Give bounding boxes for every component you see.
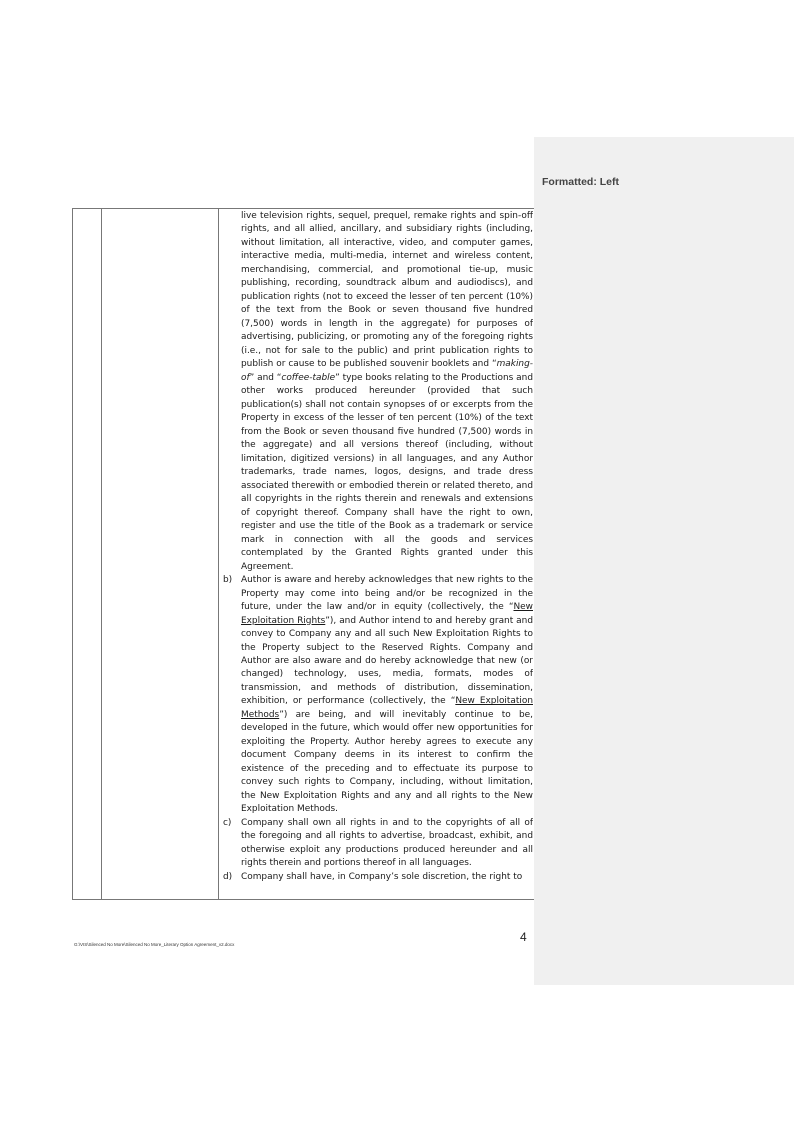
italic-term-making-of: making-of [241,359,533,383]
defined-term-new-exploitation-methods: New Exploitation Methods [241,696,533,720]
clause-item-b [219,574,533,817]
list-marker: b) [223,575,233,586]
comment-pane-background [534,137,794,985]
text-run: ” type books relating to the Productions and other works produced hereunder (provided that such publication(s) shall not contain synopses of or excerpts from the Property in excess of the lesser of ten percent (10%) of the text from the Book or seven thousand five hundred (7,500) words in the aggregate) and all versions thereof (including, without limitation, digitized versions) in all languages, and any Author trademarks, trade names, logos, designs, and trade dress associated therewith or embodied therein or related thereto, and all copyrights in the rights therein and renewals and extensions of copyright thereof. Company shall have the right to own, register and use the title of the Book as a trademark or service mark in connection with all the goods and services contemplated by the Granted Rights granted under this Agreement. [241,372,533,572]
list-marker: c) [223,817,232,828]
table-column-divider [101,209,102,899]
rights-continuation-paragraph [219,210,533,574]
comment-formatting-note[interactable]: Formatted: Left [542,176,619,188]
text-run: ”), and Author intend to and hereby grant and convey to Company any and all such New Exploitation Rights to the Property subject to the Reserved Rights. Company and Author are also aware and do hereby acknowledge that new (or changed) technology, uses, media, formats, modes of transmission, and methods of distribution, dissemination, exhibition, or performance (collectively, the “ [241,615,533,707]
text-run: Company shall own all rights in and to the copyrights of all of the foregoing and all rights to advertise, broadcast, exhibit, and otherwise exploit any productions produced hereunder and all rights therein and portions thereof in all languages. [241,817,533,869]
text-run: Company shall have, in Company’s sole discretion, the right to [241,871,523,882]
text-run: ”) are being, and will inevitably continue to be, developed in the future, which would offer new opportunities for exploiting the Property. Author hereby agrees to execute any document Company deems in its interest to confirm the existence of the preceding and to effectuate its purpose to convey such rights to Company, including, without limitation, the New Exploitation Rights and any and all rights to the New Exploitation Methods. [241,709,533,815]
list-marker: d) [223,871,233,882]
footer-file-path: G:\VIS\Silenced No More\Silenced No More_Literary Option Agreement_v2.docx [74,942,235,947]
clause-item-d [219,871,533,884]
italic-term-coffee-table: coffee-table [281,372,336,383]
clause-item-c [219,817,533,871]
page-number: 4 [520,930,527,944]
text-run: Author is aware and hereby acknowledges that new rights to the Property may come into being and/or be recognized in the future, under the law and/or in equity (collectively, the “ [241,575,533,613]
agreement-table [72,208,534,900]
defined-term-new-exploitation-rights: New Exploitation Rights [241,602,533,626]
text-run: live television rights, sequel, prequel, remake rights and spin-off rights, and all allied, ancillary, and subsidiary rights (including, without limitation, all interactive, video, and computer games, interactive media, multi-media, internet and wireless content, merchandising, commercial, and promotional tie-up, music publishing, recording, soundtrack album and audiodiscs), and publication rights (not to exceed the lesser of ten percent (10%) of the text from the Book or seven thousand five hundred (7,500) words in length in the aggregate) for purposes of advertising, publicizing, or promoting any of the foregoing rights (i.e., not for sale to the public) and print publication rights to publish or cause to be published souvenir booklets and “ [241,211,533,370]
text-run: ” and “ [249,372,282,383]
agreement-text-cell[interactable] [219,210,533,898]
